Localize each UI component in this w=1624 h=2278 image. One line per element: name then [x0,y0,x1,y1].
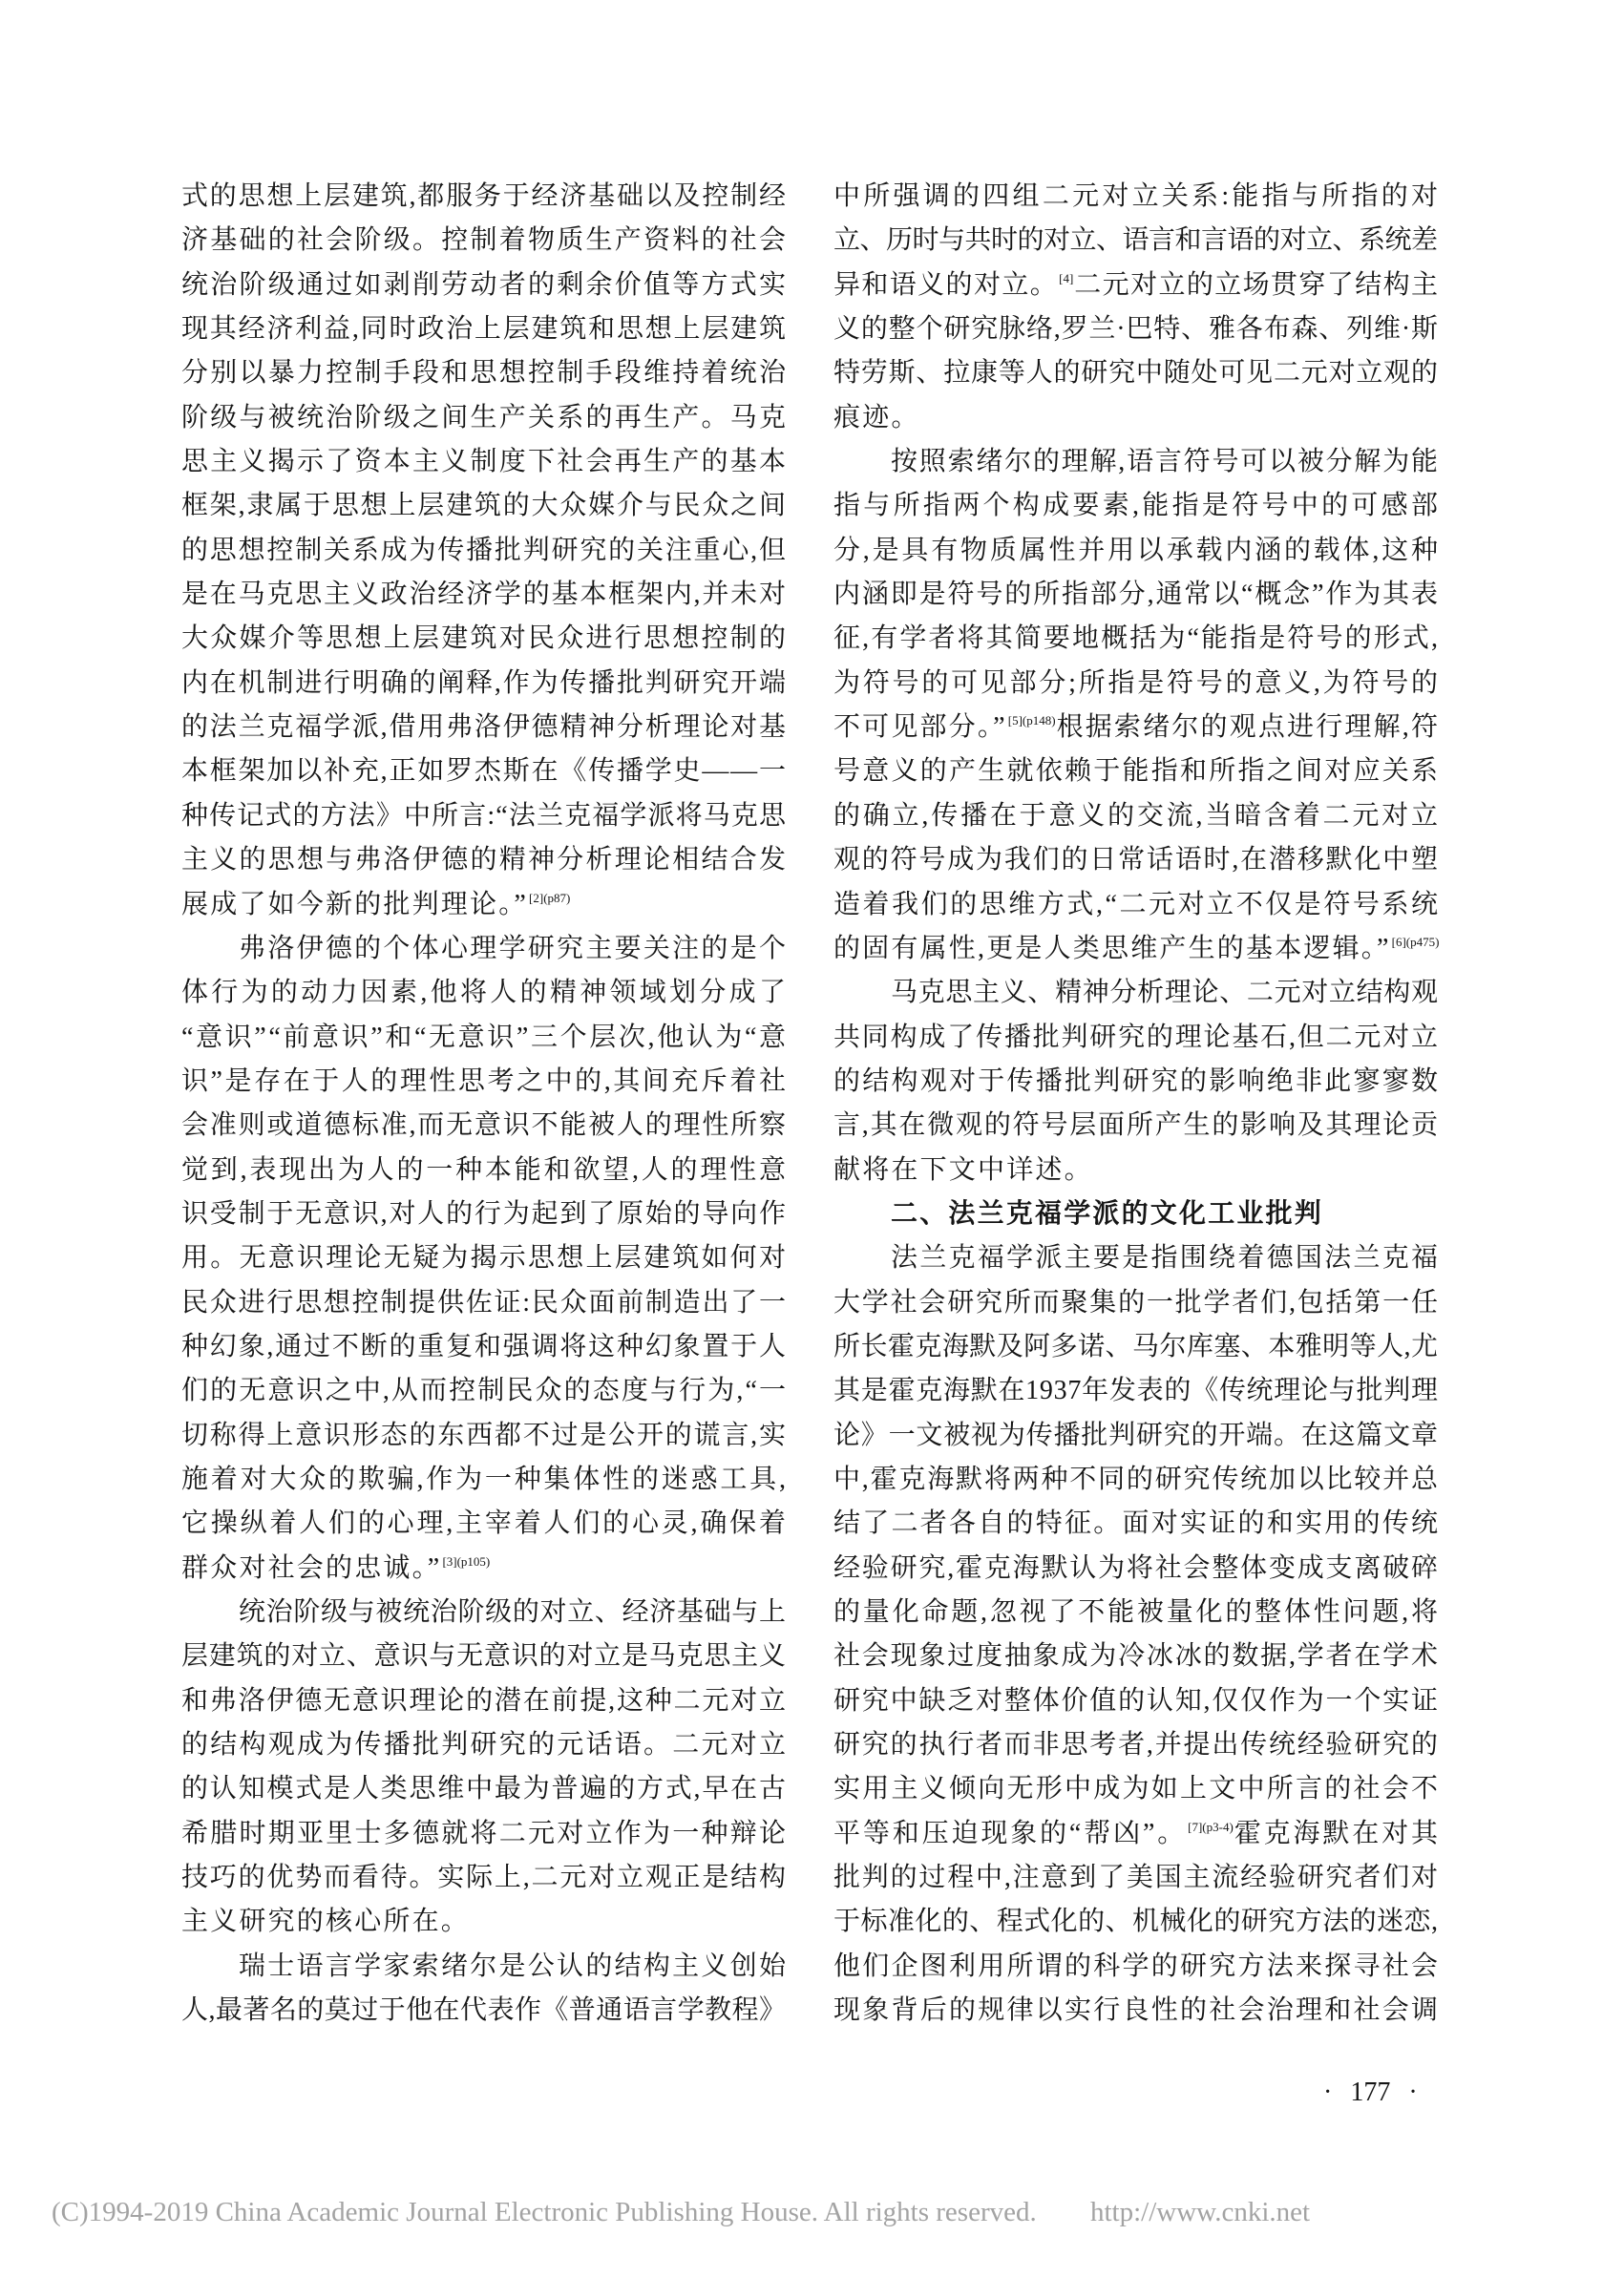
text-line [181,1945,789,1989]
text-run: 主义的思想与弗洛伊德的精神分析理论相结合发 [181,845,789,875]
paragraph [833,971,1441,1192]
text-line [833,749,1441,793]
line-text [181,1900,470,1944]
line-text [833,484,1441,528]
text-run: 识”是存在于人的理性思考之中的,其间充斥着社 [181,1065,789,1096]
text-run: 社会现象过度抽象成为冷冰冰的数据,学者在学术 [833,1641,1440,1672]
line-text [181,573,788,617]
text-line [833,617,1441,661]
line-text [833,1016,1440,1060]
text-line [833,1149,1438,1192]
line-text [181,1547,491,1591]
paragraph [181,1945,789,2034]
line-text [833,1369,1439,1413]
text-line [181,1635,786,1678]
section-heading [833,1192,1438,1236]
line-text [833,1149,1093,1192]
text-line [833,794,1441,838]
text-run: 按照索绪尔的理解,语言符号可以被分解为能 [891,447,1440,477]
citation-superscript: [7](p3-4) [1188,1819,1234,1834]
line-text [181,1060,789,1104]
text-line [833,1591,1441,1635]
text-line [833,219,1438,263]
text-line [833,440,1438,484]
text-line [833,883,1441,927]
text-line [181,1458,789,1502]
line-text [891,1236,1440,1280]
line-text [181,351,788,395]
text-line [181,1060,789,1104]
line-text [181,662,788,706]
right-column [833,175,1442,2033]
text-run: 中,霍克海默将两种不同的研究传统加以比较并总 [833,1464,1440,1494]
line-text [833,175,1441,219]
line-text [181,1104,788,1148]
text-run: 技巧的优势而看待。实际上,二元对立观正是结构 [181,1863,788,1893]
text-run: 觉到,表现出为人的一种本能和欲望,人的理性意 [181,1154,789,1185]
text-line [181,1900,786,1944]
line-text [891,440,1440,484]
text-run: 体行为的动力因素,他将人的精神领域划分成了 [181,978,790,1008]
copyright-notice: (C)1994-2019 China Academic Journal Electronic Publishing House. All rights reserved. [52,2197,1037,2227]
text-run: 群众对社会的忠诚。” [181,1552,442,1583]
line-text [181,883,571,927]
line-text [833,617,1440,661]
line-text [833,749,1440,793]
citation-superscript: [2](p87) [529,890,571,905]
text-line [181,1149,789,1192]
text-run: 种幻象,通过不断的重复和强调将这种幻象置于人 [181,1331,788,1361]
text-run: 指与所指两个构成要素,能指是符号中的可感部 [833,491,1442,521]
text-line [181,264,789,307]
page-number: · 177 · [1323,2078,1418,2107]
text-run: 二元对立的立场贯穿了结构主 [1074,269,1440,300]
text-run: 统治阶级与被统治阶级的对立、经济基础与上 [239,1597,787,1627]
text-run: 的量化命题,忽视了不能被量化的整体性问题,将 [833,1597,1441,1627]
text-line [833,1236,1441,1280]
text-run: 民众进行思想控制提供佐证:民众面前制造出了一 [181,1287,788,1318]
text-line [833,573,1438,617]
text-line [181,838,789,882]
text-run: 统治阶级通过如剥削劳动者的剩余价值等方式实 [181,269,789,300]
line-text [833,1104,1440,1148]
line-text [181,396,788,440]
text-line [833,1060,1441,1104]
text-run: 识受制于无意识,对人的行为起到了原始的导向作 [181,1198,788,1229]
text-run: 切称得上意识形态的东西都不过是公开的谎言,实 [181,1420,788,1450]
line-text [833,1414,1439,1458]
text-run: 瑞士语言学家索绪尔是公认的结构主义创始 [239,1951,789,1981]
text-run: 实用主义倾向无形中成为如上文中所言的社会不 [833,1774,1441,1804]
text-run: 他们企图利用所谓的科学的研究方法来探寻社会 [833,1951,1441,1981]
text-run: 批判的过程中,注意到了美国主流经验研究者们对 [833,1863,1440,1893]
paragraph [833,175,1442,440]
text-line [833,1104,1438,1148]
text-line [181,794,786,838]
heading-line [833,1192,1438,1236]
text-run: 观的符号成为我们的日常话语时,在潜移默化中塑 [833,845,1440,875]
text-run: 思主义揭示了资本主义制度下社会再生产的基本 [181,447,789,477]
line-text [181,1325,788,1369]
text-run: 是在马克思主义政治经济学的基本框架内,并未对 [181,580,788,610]
paragraph [181,927,790,1591]
text-run: 征,有学者将其简要地概括为“能指是符号的形式, [833,623,1441,654]
line-text [833,1989,1440,2033]
text-line [181,617,789,661]
text-run: 它操纵着人们的心理,主宰着人们的心灵,确保着 [181,1508,789,1539]
line-text [181,749,788,793]
text-line [833,1679,1438,1723]
text-run: 会准则或道德标准,而无意识不能被人的理性所察 [181,1110,788,1141]
paragraph [833,1236,1441,2033]
line-text [181,264,788,307]
text-line [833,1635,1438,1678]
text-line [181,1989,786,2033]
line-text [833,662,1441,706]
line-text [833,1458,1440,1502]
text-line [833,706,1441,749]
paragraph [833,440,1442,971]
paragraph [181,175,789,927]
text-run: 用。无意识理论无疑为揭示思想上层建筑如何对 [181,1243,789,1274]
text-run: 义的整个研究脉络,罗兰·巴特、雅各布森、列维·斯 [833,314,1439,345]
text-run: 造着我们的思维方式,“二元对立不仅是符号系统 [833,889,1441,919]
line-text [181,1635,787,1678]
line-text [833,1767,1440,1811]
line-text [833,1900,1438,1944]
text-run: 本框架加以补充,正如罗杰斯在《传播学史——一 [181,756,788,787]
text-line [181,307,786,351]
line-text [891,971,1439,1015]
line-text [181,1458,789,1502]
line-text [833,1856,1440,1900]
line-text [833,1325,1438,1369]
text-run: 分,是具有物质属性并用以承载内涵的载体,这种 [833,535,1441,565]
text-line [181,351,789,395]
line-text [181,440,788,484]
line-text [181,1016,789,1060]
line-text [833,219,1438,263]
line-text [181,1812,788,1856]
text-run: 其是霍克海默在1937年发表的《传统理论与批判理 [833,1376,1439,1406]
line-text [833,1945,1440,1989]
text-line [181,1016,789,1060]
line-text [833,1502,1440,1546]
text-run: 的认知模式是人类思维中最为普遍的方式,早在古 [181,1774,788,1804]
line-text [181,1856,788,1900]
text-line [181,927,789,971]
line-text [181,175,788,219]
text-line [833,1900,1438,1944]
text-run: 的结构观成为传播批判研究的元话语。二元对立 [181,1730,789,1761]
text-run: 内涵即是符号的所指部分,通常以“概念”作为其表 [833,580,1440,610]
line-text [181,838,788,882]
text-line [833,1767,1441,1811]
text-line [833,1547,1438,1591]
line-text [181,1679,788,1723]
text-run: 立、历时与共时的对立、语言和言语的对立、系统差 [833,225,1438,256]
text-run: 大学社会研究所而聚集的一批学者们,包括第一任 [833,1287,1440,1318]
text-run: 框架,隶属于思想上层建筑的大众媒介与民众之间 [181,491,788,521]
text-line [181,529,786,573]
text-run: 们的无意识之中,从而控制民众的态度与行为,“一 [181,1376,789,1406]
text-run: 所长霍克海默及阿多诺、马尔库塞、本雅明等人,尤 [833,1331,1439,1361]
text-run: 弗洛伊德的个体心理学研究主要关注的是个 [239,933,789,963]
text-line [833,1989,1441,2033]
text-run: 的确立,传播在于意义的交流,当暗含着二元对立 [833,800,1441,831]
text-run: 为符号的可见部分;所指是符号的意义,为符号的 [833,667,1441,698]
text-line [833,307,1438,351]
text-line [181,1281,786,1325]
text-line [181,1679,786,1723]
text-line [833,1945,1441,1989]
text-run: 平等和压迫现象的“帮凶”。 [833,1818,1188,1848]
text-run: 分别以暴力控制手段和思想控制手段维持着统治 [181,358,789,389]
line-text [833,307,1439,351]
text-line [833,351,1438,395]
text-run: 中所强调的四组二元对立关系:能指与所指的对 [833,181,1442,211]
text-line [181,883,786,927]
text-run: 献将在下文中详述。 [833,1154,1093,1185]
text-line [181,1236,789,1280]
text-line [833,484,1442,528]
citation-superscript: [6](p475) [1391,934,1440,949]
text-line [181,1591,786,1635]
line-text [833,927,1440,971]
text-line [181,749,786,793]
text-run: 言,其在微观的符号层面所产生的影响及其理论贡 [833,1110,1440,1141]
text-run: 人,最著名的莫过于他在代表作《普通语言学教程》 [181,1995,787,2026]
text-run: 主义研究的核心所在。 [181,1907,471,1937]
line-text [833,529,1441,573]
text-run: 内在机制进行明确的阐释,作为传播批判研究开端 [181,667,788,698]
text-line [181,1767,786,1811]
text-line [181,175,786,219]
line-text [833,1635,1440,1678]
line-text [181,219,788,263]
line-text [833,794,1441,838]
text-run: 的固有属性,更是人类思维产生的基本逻辑。” [833,933,1391,963]
line-text [181,529,788,573]
line-text [239,1945,788,1989]
text-line [181,1325,786,1369]
text-line [833,396,1438,440]
line-text [181,794,787,838]
line-text [833,264,1439,307]
text-line [181,1723,789,1767]
text-run: 的思想控制关系成为传播批判研究的关注重心,但 [181,535,788,565]
line-text [833,1591,1441,1635]
text-line [181,1369,789,1413]
text-run: 论》一文被视为传播批判研究的开端。在这篇文章 [833,1420,1439,1450]
text-line [833,264,1438,307]
line-text [181,971,789,1015]
text-run: 展成了如今新的批判理论。” [181,889,529,919]
text-run: 痕迹。 [833,402,920,432]
text-line [181,1414,786,1458]
line-text [833,396,920,440]
text-line [181,706,786,749]
left-column [181,175,790,2033]
text-run: “意识”“前意识”和“无意识”三个层次,他认为“意 [181,1022,789,1052]
line-text [181,1767,788,1811]
text-line [833,1281,1438,1325]
text-line [833,662,1441,706]
text-line [181,1812,789,1856]
text-run: 霍克海默在对其 [1234,1818,1441,1848]
text-run: 种传记式的方法》中所言:“法兰克福学派将马克思 [181,800,788,831]
line-text [181,1192,788,1236]
text-run: 式的思想上层建筑,都服务于经济基础以及控制经 [181,181,788,211]
paragraph [181,1591,789,1945]
text-line [833,1414,1438,1458]
line-text [181,1414,788,1458]
citation-superscript: [3](p105) [442,1553,491,1569]
text-run: 施着对大众的欺骗,作为一种集体性的迷惑工具, [181,1464,789,1494]
line-text [833,838,1440,882]
line-text [833,1723,1440,1767]
line-text [181,1369,788,1413]
text-line [833,1458,1438,1502]
text-line [181,396,789,440]
text-run: 号意义的产生就依赖于能指和所指之间对应关系 [833,756,1441,787]
line-text [833,1281,1440,1325]
line-text [181,1149,789,1192]
source-url: http://www.cnki.net [1090,2197,1311,2227]
line-text [181,1236,788,1280]
citation-superscript: [5](p148) [1007,713,1056,728]
line-text [181,1989,786,2033]
text-run: 层建筑的对立、意识与无意识的对立是马克思主义 [181,1641,787,1672]
text-run: 不可见部分。” [833,712,1007,743]
text-line [833,1723,1438,1767]
line-text [833,1812,1441,1856]
text-run: 希腊时期亚里士多德就将二元对立作为一种辩论 [181,1818,789,1848]
text-line [833,1369,1438,1413]
text-run: 马克思主义、精神分析理论、二元对立结构观 [891,978,1439,1008]
text-line [181,1502,789,1546]
line-text [239,1591,787,1635]
line-text [833,706,1440,749]
text-run: 阶级与被统治阶级之间生产关系的再生产。马克 [181,402,789,432]
line-text [833,1060,1440,1104]
line-text [181,1502,789,1546]
text-run: 特劳斯、拉康等人的研究中随处可见二元对立观的 [833,358,1439,389]
text-line [833,529,1441,573]
line-text [181,617,788,661]
line-text [891,1192,1323,1236]
text-run: 二、法兰克福学派的文化工业批判 [891,1198,1324,1229]
line-text [239,927,788,971]
text-line [181,484,786,528]
text-line [833,1856,1438,1900]
text-run: 结了二者各自的特征。面对实证的和实用的传统 [833,1508,1441,1539]
text-line [833,838,1438,882]
text-run: 济基础的社会阶级。控制着物质生产资料的社会 [181,225,789,256]
text-run: 现其经济利益,同时政治上层建筑和思想上层建筑 [181,314,788,345]
text-line [181,1192,786,1236]
text-line [181,662,786,706]
text-run: 和弗洛伊德无意识理论的潜在前提,这种二元对立 [181,1685,788,1716]
text-run: 现象背后的规律以实行良性的社会治理和社会调 [833,1995,1441,2026]
text-run: 于标准化的、程式化的、机械化的研究方法的迷恋, [833,1907,1439,1937]
text-line [833,175,1442,219]
line-text [181,706,788,749]
line-text [181,1281,788,1325]
text-line [833,1502,1441,1546]
text-line [181,1856,786,1900]
line-text [833,883,1441,927]
line-text [833,1679,1440,1723]
text-run: 根据索绪尔的观点进行理解,符 [1056,712,1441,743]
line-text [833,573,1440,617]
text-run: 异和语义的对立。 [833,269,1059,300]
line-text [181,1723,788,1767]
text-line [833,971,1438,1015]
text-line [833,927,1438,971]
text-line [181,1547,786,1591]
text-line [833,1325,1438,1369]
text-run: 法兰克福学派主要是指围绕着德国法兰克福 [891,1243,1441,1274]
line-text [181,307,788,351]
text-run: 研究的执行者而非思考者,并提出传统经验研究的 [833,1730,1440,1761]
line-text [181,484,788,528]
text-run: 研究中缺乏对整体价值的认知,仅仅作为一个实证 [833,1685,1440,1716]
citation-superscript: [4] [1059,270,1074,285]
line-text [833,351,1439,395]
text-run: 大众媒介等思想上层建筑对民众进行思想控制的 [181,623,789,654]
text-line [181,573,786,617]
text-line [833,1016,1438,1060]
text-run: 的结构观对于传播批判研究的影响绝非此寥寥数 [833,1065,1441,1096]
text-run: 的法兰克福学派,借用弗洛伊德精神分析理论对基 [181,712,788,743]
text-run: 共同构成了传播批判研究的理论基石,但二元对立 [833,1022,1440,1052]
text-line [181,440,789,484]
text-run: 经验研究,霍克海默认为将社会整体变成支离破碎 [833,1552,1440,1583]
line-text [833,1547,1440,1591]
text-line [181,219,789,263]
text-line [833,1812,1441,1856]
text-line [181,971,790,1015]
text-line [181,1104,786,1148]
